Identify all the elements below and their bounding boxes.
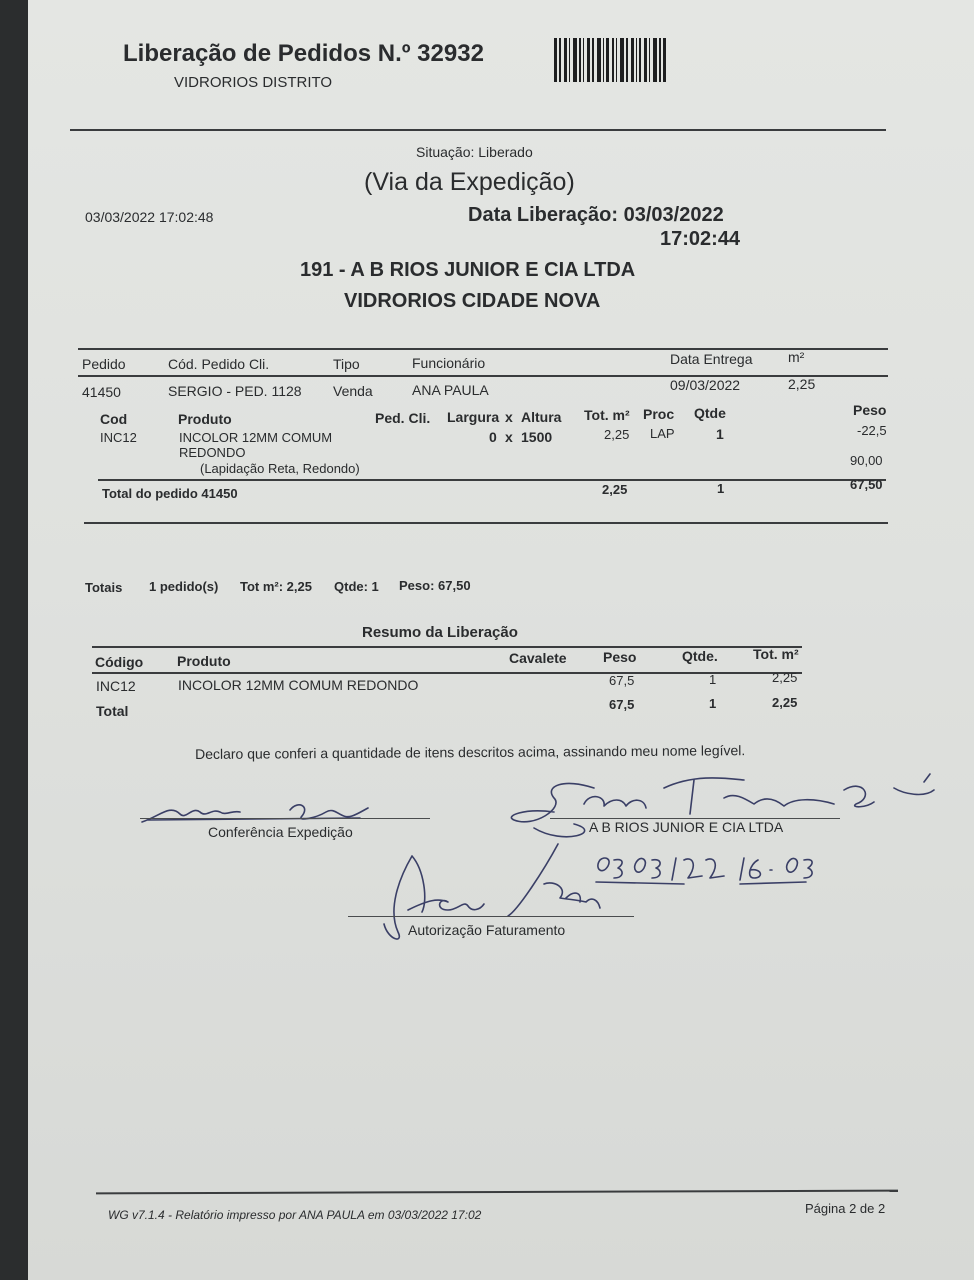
header-divider — [70, 129, 886, 131]
client-branch: VIDRORIOS CIDADE NOVA — [344, 290, 601, 312]
release-time: 17:02:44 — [660, 228, 741, 250]
summary-total-tot-m2: 2,25 — [772, 695, 798, 710]
conferencia-signature-line — [140, 818, 430, 819]
col-header-data-entrega: Data Entrega — [670, 351, 753, 367]
client-signature-label: A B RIOS JUNIOR E CIA LTDA — [589, 819, 784, 835]
item-header-produto: Produto — [178, 411, 232, 427]
release-date: Data Liberação: 03/03/2022 — [468, 204, 724, 226]
summary-row-codigo: INC12 — [96, 678, 136, 694]
summary-header-produto: Produto — [177, 653, 231, 669]
totals-qtde: Qtde: 1 — [334, 579, 379, 594]
item-header-x: x — [505, 409, 513, 425]
item-altura: 1500 — [521, 429, 553, 445]
totals-pedidos: 1 pedido(s) — [149, 579, 219, 594]
col-header-tipo: Tipo — [333, 356, 360, 372]
via-label: (Via da Expedição) — [364, 168, 575, 196]
item-proc: LAP — [650, 426, 675, 441]
summary-total-qtde: 1 — [709, 696, 717, 711]
autorizacao-signature-line — [348, 916, 634, 917]
order-cod-pedido-cli: SERGIO - PED. 1128 — [168, 383, 302, 399]
summary-row-produto: INCOLOR 12MM COMUM REDONDO — [178, 677, 419, 693]
item-header-peso: Peso — [853, 402, 887, 418]
totals-tot-m2: Tot m²: 2,25 — [240, 579, 312, 594]
company-name: VIDRORIOS DISTRITO — [174, 74, 333, 91]
summary-header-tot-m2: Tot. m² — [753, 646, 799, 662]
document-page — [28, 0, 974, 1280]
summary-row-qtde: 1 — [709, 672, 717, 687]
document-title: Liberação de Pedidos N.º 32932 — [123, 40, 484, 67]
order-total-peso: 67,50 — [850, 477, 883, 492]
item-header-tot-m2: Tot. m² — [584, 407, 630, 423]
order-funcionario: ANA PAULA — [412, 382, 489, 398]
autorizacao-label: Autorização Faturamento — [408, 922, 566, 938]
item-header-proc: Proc — [643, 406, 675, 422]
footer-rule — [96, 1190, 898, 1195]
summary-header-qtde: Qtde. — [682, 648, 718, 664]
summary-total-label: Total — [96, 703, 129, 719]
summary-total-peso: 67,5 — [609, 697, 635, 712]
col-header-cod-pedido-cli: Cód. Pedido Cli. — [168, 356, 270, 372]
summary-header-codigo: Código — [95, 654, 144, 670]
summary-row-tot-m2: 2,25 — [772, 670, 798, 685]
order-data-entrega: 09/03/2022 — [670, 377, 741, 393]
item-peso: 90,00 — [850, 453, 883, 468]
handwritten-date — [594, 852, 834, 888]
printed-timestamp: 03/03/2022 17:02:48 — [85, 209, 214, 225]
conferencia-signature — [140, 796, 370, 826]
col-header-m2: m² — [788, 349, 805, 365]
order-total-qtde: 1 — [717, 481, 725, 496]
item-header-altura: Altura — [521, 409, 562, 425]
order-total-rule — [98, 479, 886, 481]
item-peso-adjustment: -22,5 — [857, 423, 887, 438]
client-name: 191 - A B RIOS JUNIOR E CIA LTDA — [300, 259, 636, 281]
item-largura: 0 — [489, 429, 497, 445]
item-header-largura: Largura — [447, 409, 500, 425]
item-cod: INC12 — [100, 430, 137, 445]
item-qtde: 1 — [716, 426, 724, 442]
order-table-top-rule — [78, 348, 888, 350]
order-tipo: Venda — [333, 383, 373, 399]
item-header-qtde: Qtde — [694, 405, 726, 421]
totals-peso: Peso: 67,50 — [399, 578, 471, 593]
status-text: Situação: Liberado — [416, 144, 533, 160]
order-bottom-rule — [84, 522, 888, 524]
order-m2: 2,25 — [788, 376, 816, 392]
item-header-cod: Cod — [100, 411, 128, 427]
declaration-text: Declaro que conferi a quantidade de itens descritos acima, assinando meu nome legível. — [195, 742, 746, 762]
order-total-label: Total do pedido 41450 — [102, 486, 238, 501]
barcode — [554, 38, 666, 82]
summary-header-peso: Peso — [603, 649, 637, 665]
item-produto-line1: INCOLOR 12MM COMUM — [179, 430, 333, 445]
totals-label: Totais — [85, 580, 123, 595]
item-tot-m2: 2,25 — [604, 427, 630, 442]
summary-title: Resumo da Liberação — [362, 624, 518, 641]
footer-report-info: WG v7.1.4 - Relatório impresso por ANA PAULA em 03/03/2022 17:02 — [108, 1208, 482, 1222]
item-produto-note: (Lapidação Reta, Redondo) — [200, 461, 360, 476]
order-total-m2: 2,25 — [602, 482, 628, 497]
col-header-pedido: Pedido — [82, 356, 126, 372]
col-header-funcionario: Funcionário — [412, 355, 486, 371]
item-header-ped-cli: Ped. Cli. — [375, 410, 431, 426]
summary-header-cavalete: Cavalete — [509, 650, 567, 666]
item-produto-line2: REDONDO — [179, 445, 246, 460]
footer-page-number: Página 2 de 2 — [805, 1201, 886, 1216]
conferencia-label: Conferência Expedição — [208, 824, 353, 840]
order-pedido: 41450 — [82, 384, 121, 400]
summary-row-peso: 67,5 — [609, 673, 635, 688]
item-x: x — [505, 429, 513, 445]
order-header-rule — [78, 375, 888, 377]
client-signature — [494, 768, 944, 848]
summary-header-rule — [92, 672, 802, 674]
